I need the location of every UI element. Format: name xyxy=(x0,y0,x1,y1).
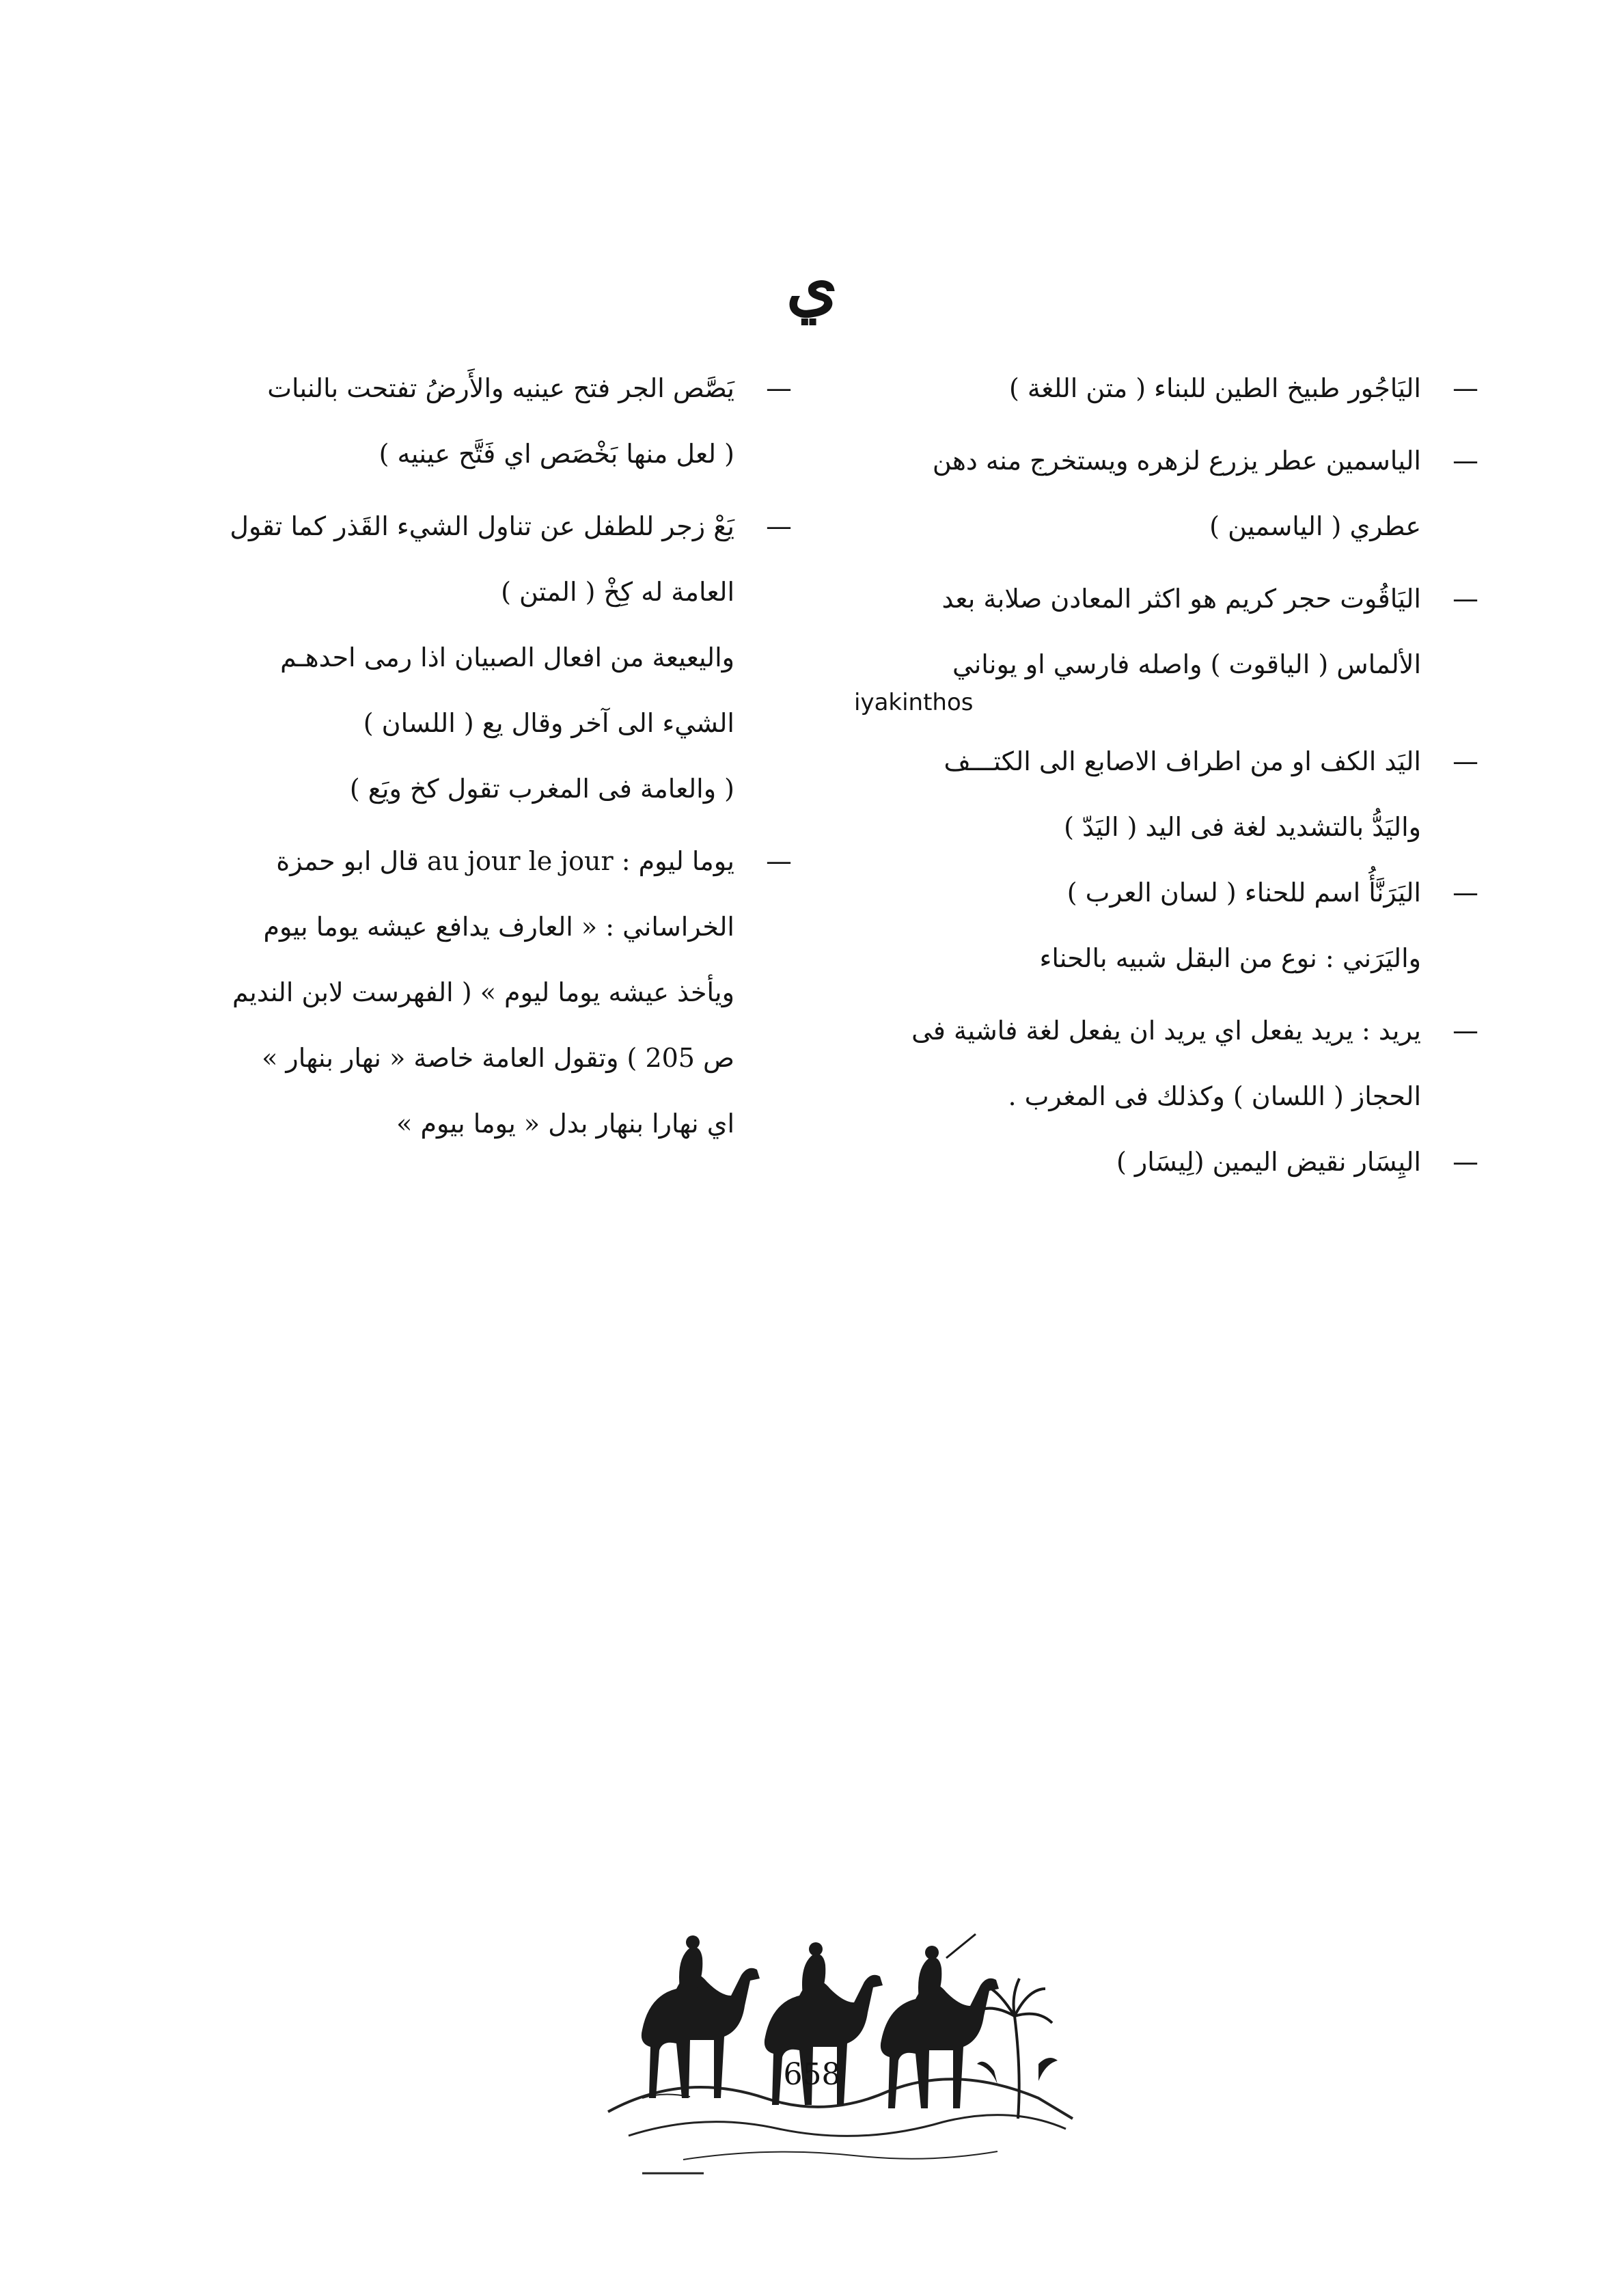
entry-line: واليَرَني : نوع من البقل شبيه بالحناء xyxy=(1039,943,1421,973)
entry-ya xyxy=(147,493,803,821)
entry-line: ( والعامة فى المغرب تقول كخ ويَع ) xyxy=(349,774,734,804)
camel-caravan-illustration xyxy=(601,1893,1079,2187)
entry-dash: — xyxy=(766,373,792,403)
entry-dash: — xyxy=(1453,584,1478,614)
entry-line: واليَدُّ بالتشديد لغة فى اليد ( اليَدّ ) xyxy=(1064,812,1421,842)
right-column xyxy=(854,355,1489,1195)
entry-dash: — xyxy=(1453,373,1478,403)
entry-yassas xyxy=(147,355,803,487)
entry-line: ويأخذ عيشه يوما ليوم » ( الفهرست لابن النديم xyxy=(232,977,734,1007)
entry-line: يريد : يريد يفعل اي يريد ان يفعل لغة فاشية فى xyxy=(911,1016,1421,1046)
entry-line: ( لعل منها بَخْصَص اي فَتَّح عينيه ) xyxy=(379,439,734,469)
entry-line: واليعيعة من افعال الصبيان اذا رمى احدهـم xyxy=(280,642,734,672)
entry-yasmin xyxy=(854,428,1489,559)
entry-dash: — xyxy=(1453,1147,1478,1177)
entry-line: اليِسَار نقيض اليمين (لِيسَار ) xyxy=(1116,1147,1421,1177)
page-number: 658 xyxy=(783,2057,841,2092)
entry-yurid xyxy=(854,998,1489,1129)
entry-line: اليَاجُور طبيخ الطين للبناء ( متن اللغة ) xyxy=(1009,373,1421,403)
entry-line: عطري ( الياسمين ) xyxy=(1209,511,1421,541)
left-column xyxy=(147,355,803,1156)
latin-term: iyakinthos xyxy=(854,689,974,716)
entry-line: الألماس ( الياقوت ) واصله فارسي او يوناني xyxy=(952,649,1421,679)
entry-dash: — xyxy=(1453,446,1478,476)
entry-yaranna xyxy=(854,860,1489,991)
entry-yawman-liyawm xyxy=(147,828,803,1156)
entry-line: الشيء الى آخر وقال يع ( اللسان ) xyxy=(363,708,734,738)
entry-line: العامة له كِخْ ( المتن ) xyxy=(501,577,734,607)
entry-line: يَعْ زجر للطفل عن تناول الشيء القَذر كما تقول xyxy=(230,511,734,541)
entry-yasar xyxy=(854,1129,1489,1195)
entry-dash: — xyxy=(1453,1016,1478,1046)
section-letter: ي xyxy=(786,247,838,324)
entry-line: الحجاز ( اللسان ) وكذلك فى المغرب . xyxy=(1008,1081,1421,1111)
entry-line: الياسمين عطر يزرع لزهره ويستخرج منه دهن xyxy=(932,446,1421,476)
entry-yaqut xyxy=(854,566,1489,716)
entry-dash: — xyxy=(1453,746,1478,776)
entry-dash: — xyxy=(1453,878,1478,908)
entry-line: ص 205 ) وتقول العامة خاصة « نهار بنهار » xyxy=(262,1043,734,1073)
entry-yad xyxy=(854,729,1489,860)
entry-dash: — xyxy=(766,511,792,541)
entry-line: اليَاقُوت حجر كريم هو اكثر المعادن صلابة بعد xyxy=(941,584,1421,614)
entry-line: اليَرَنَّأُ اسم للحناء ( لسان العرب ) xyxy=(1066,878,1421,908)
entry-line: اي نهارا بنهار بدل « يوما بيوم » xyxy=(396,1109,734,1139)
entry-line: اليَد الكف او من اطراف الاصابع الى الكتـــف xyxy=(944,746,1421,776)
entry-line: يوما ليوم : au jour le jour قال ابو حمزة xyxy=(276,846,734,876)
entry-line: الخراساني : « العارف يدافع عيشه يوما بيوم xyxy=(263,912,734,942)
entry-yajur xyxy=(854,355,1489,421)
entry-line: يَصَّص الجر فتح عينيه والأَرضُ تفتحت بالنبات xyxy=(267,373,734,403)
entry-dash: — xyxy=(766,846,792,876)
